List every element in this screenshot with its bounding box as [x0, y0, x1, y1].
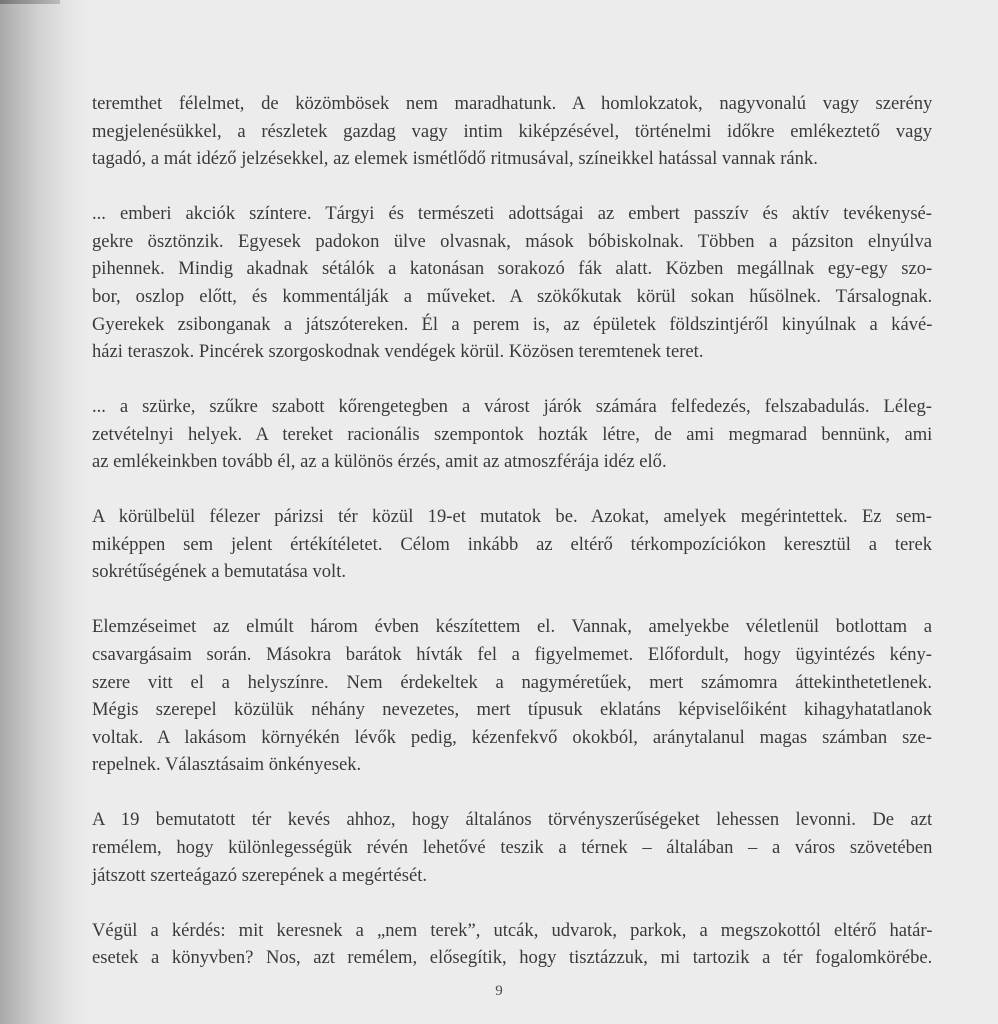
text-line: esetek a könyvben? Nos, azt remélem, elősegítik, hogy tisztázzuk, mi tartozik a tér fogalomkörébe.	[92, 947, 933, 969]
page-edge	[0, 0, 60, 4]
text-line: gekre ösztönzik. Egyesek padokon ülve olvasnak, mások bóbiskolnak. Többen a pázsiton elnyúlva	[92, 230, 932, 252]
text-line: bor, oszlop előtt, és kommentálják a műveket. A szökőkutak körül sokan hűsölnek. Társalognak.	[92, 285, 933, 307]
text-line: szere vitt el a helyszínre. Nem érdekeltek a nagyméretűek, mert számomra áttekinthetetlenek.	[92, 671, 932, 693]
text-line: megjelenésükkel, a részletek gazdag vagy intim kiképzésével, történelmi időkre emlékeztető vagy	[92, 120, 932, 142]
paragraph-4	[92, 503, 932, 586]
paragraph-3	[92, 393, 932, 476]
text-line: házi teraszok. Pincérek szorgoskodnak vendégek körül. Közösen teremtenek teret.	[92, 341, 704, 363]
text-line: tagadó, a mát idéző jelzésekkel, az elemek ismétlődő ritmusával, színeikkel hatással vannak ránk.	[92, 148, 818, 170]
paragraph-5	[92, 613, 932, 779]
paragraph-2	[92, 200, 932, 366]
page-number: 9	[495, 983, 503, 999]
book-gutter-shadow	[0, 0, 90, 1024]
text-line: remélem, hogy különlegességük révén lehetővé teszik a térnek – általában – a város szövetében	[92, 837, 933, 859]
text-line: ... emberi akciók színtere. Tárgyi és természeti adottságai az embert passzív és aktív tevékenysé-	[92, 203, 932, 225]
text-line: csavargásaim során. Másokra barátok hívták fel a figyelmemet. Előfordult, hogy ügyintézés kény-	[92, 644, 932, 666]
text-line: miképpen sem jelent értékítéletet. Célom inkább az eltérő térkompozíciókon keresztül a terek	[92, 533, 932, 555]
text-line: ... a szürke, szűkre szabott kőrengetegben a várost járók számára felfedezés, felszabadulás. Léleg-	[92, 396, 932, 418]
text-line: repelnek. Választásaim önkényesek.	[92, 754, 362, 776]
text-line: pihennek. Mindig akadnak sétálók a katonásan sorakozó fák alatt. Közben megállnak egy-egy szo-	[92, 258, 933, 280]
text-line: A körülbelül félezer párizsi tér közül 19-et mutatok be. Azokat, amelyek megérintettek. Ez sem-	[92, 506, 932, 528]
text-line: játszott szerteágazó szerepének a megértését.	[92, 864, 428, 886]
text-line: A 19 bemutatott tér kevés ahhoz, hogy általános törvényszerűségeket lehessen levonni. De azt	[92, 809, 933, 831]
text-line: voltak. A lakásom környékén lévők pedig, kézenfekvő okokból, aránytalanul magas számban sze-	[92, 726, 932, 748]
text-line: Elemzéseimet az elmúlt három évben készítettem el. Vannak, amelyekbe véletlenül botlottam a	[92, 616, 932, 638]
body-text	[92, 90, 932, 999]
text-line: zetvételnyi helyek. A tereket racionális szempontok hozták létre, de ami megmarad bennünk, ami	[92, 423, 933, 445]
paragraph-1	[92, 90, 932, 173]
paragraph-6	[92, 806, 932, 889]
text-line: Gyerekek zsibonganak a játszótereken. Él a perem is, az épületek földszintjéről kinyúlnak a kávé-	[92, 313, 933, 335]
text-line: sokrétűségének a bemutatása volt.	[92, 561, 347, 583]
text-line: Mégis szerepel közülük néhány nevezetes, mert típusuk eklatáns képviselőiként kihagyhatatlanok	[92, 699, 932, 721]
text-line: Végül a kérdés: mit keresnek a „nem terek”, utcák, udvarok, parkok, a megszokottól eltérő határ-	[92, 919, 933, 941]
text-line: az emlékeinkben tovább él, az a különös érzés, amit az atmoszférája idéz elő.	[92, 451, 667, 473]
text-line: teremthet félelmet, de közömbösek nem maradhatunk. A homlokzatok, nagyvonalú vagy szerény	[92, 93, 933, 114]
paragraph-7	[92, 917, 932, 972]
